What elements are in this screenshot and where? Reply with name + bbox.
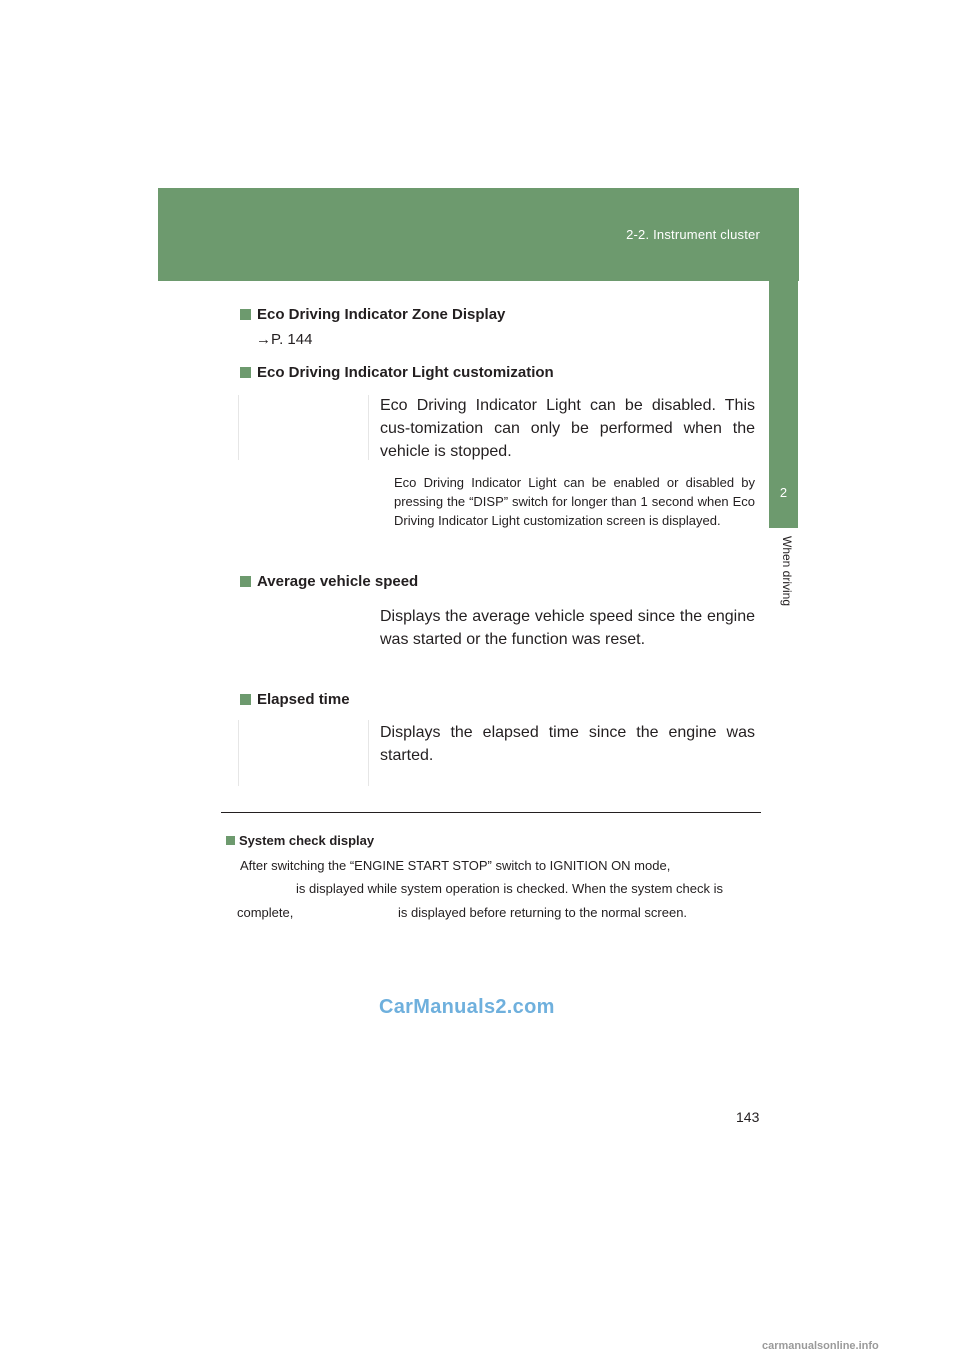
chapter-tab: [769, 281, 798, 528]
watermark: CarManuals2.com: [379, 996, 555, 1018]
eco-light-note: Eco Driving Indicator Light can be enabled or disabled by pressing the “DISP” switch for longer than 1 second when Eco Driving Indicator Light customization screen is displayed.: [394, 475, 755, 528]
section-divider: [221, 812, 761, 813]
chapter-label: When driving: [780, 536, 794, 607]
square-bullet-icon: [240, 694, 251, 705]
square-bullet-icon: [240, 576, 251, 587]
square-bullet-icon: [226, 836, 235, 845]
system-check-heading: System check display: [226, 833, 374, 848]
avg-speed-heading: Average vehicle speed: [240, 573, 418, 590]
elapsed-heading: Elapsed time: [240, 691, 350, 708]
section-title: 2-2. Instrument cluster: [626, 227, 760, 242]
eco-zone-heading: Eco Driving Indicator Zone Display: [240, 306, 505, 323]
section-header-bar: [158, 188, 799, 281]
system-check-line-2: is displayed while system operation is checked. When the system check is: [296, 881, 724, 896]
system-check-line-1: After switching the “ENGINE START STOP” switch to IGNITION ON mode,: [240, 858, 671, 873]
display-image-placeholder: [238, 720, 369, 786]
chapter-number: 2: [779, 485, 788, 500]
square-bullet-icon: [240, 367, 251, 378]
page-reference: →P. 144: [256, 331, 313, 348]
square-bullet-icon: [240, 309, 251, 320]
eco-light-body: Eco Driving Indicator Light can be disabled. This cus-tomization can only be performed when the vehicle is stopped.: [380, 397, 755, 460]
elapsed-body: Displays the elapsed time since the engine was started.: [380, 724, 755, 764]
footer-watermark: carmanualsonline.info: [762, 1340, 879, 1352]
display-image-placeholder: [238, 395, 369, 460]
system-check-line-3b: is displayed before returning to the normal screen.: [398, 905, 688, 920]
avg-speed-body: Displays the average vehicle speed since the engine was started or the function was reset.: [380, 608, 755, 648]
page-number: 143: [736, 1109, 760, 1125]
eco-light-heading: Eco Driving Indicator Light customization: [240, 364, 554, 381]
system-check-line-3a: complete,: [237, 905, 294, 920]
